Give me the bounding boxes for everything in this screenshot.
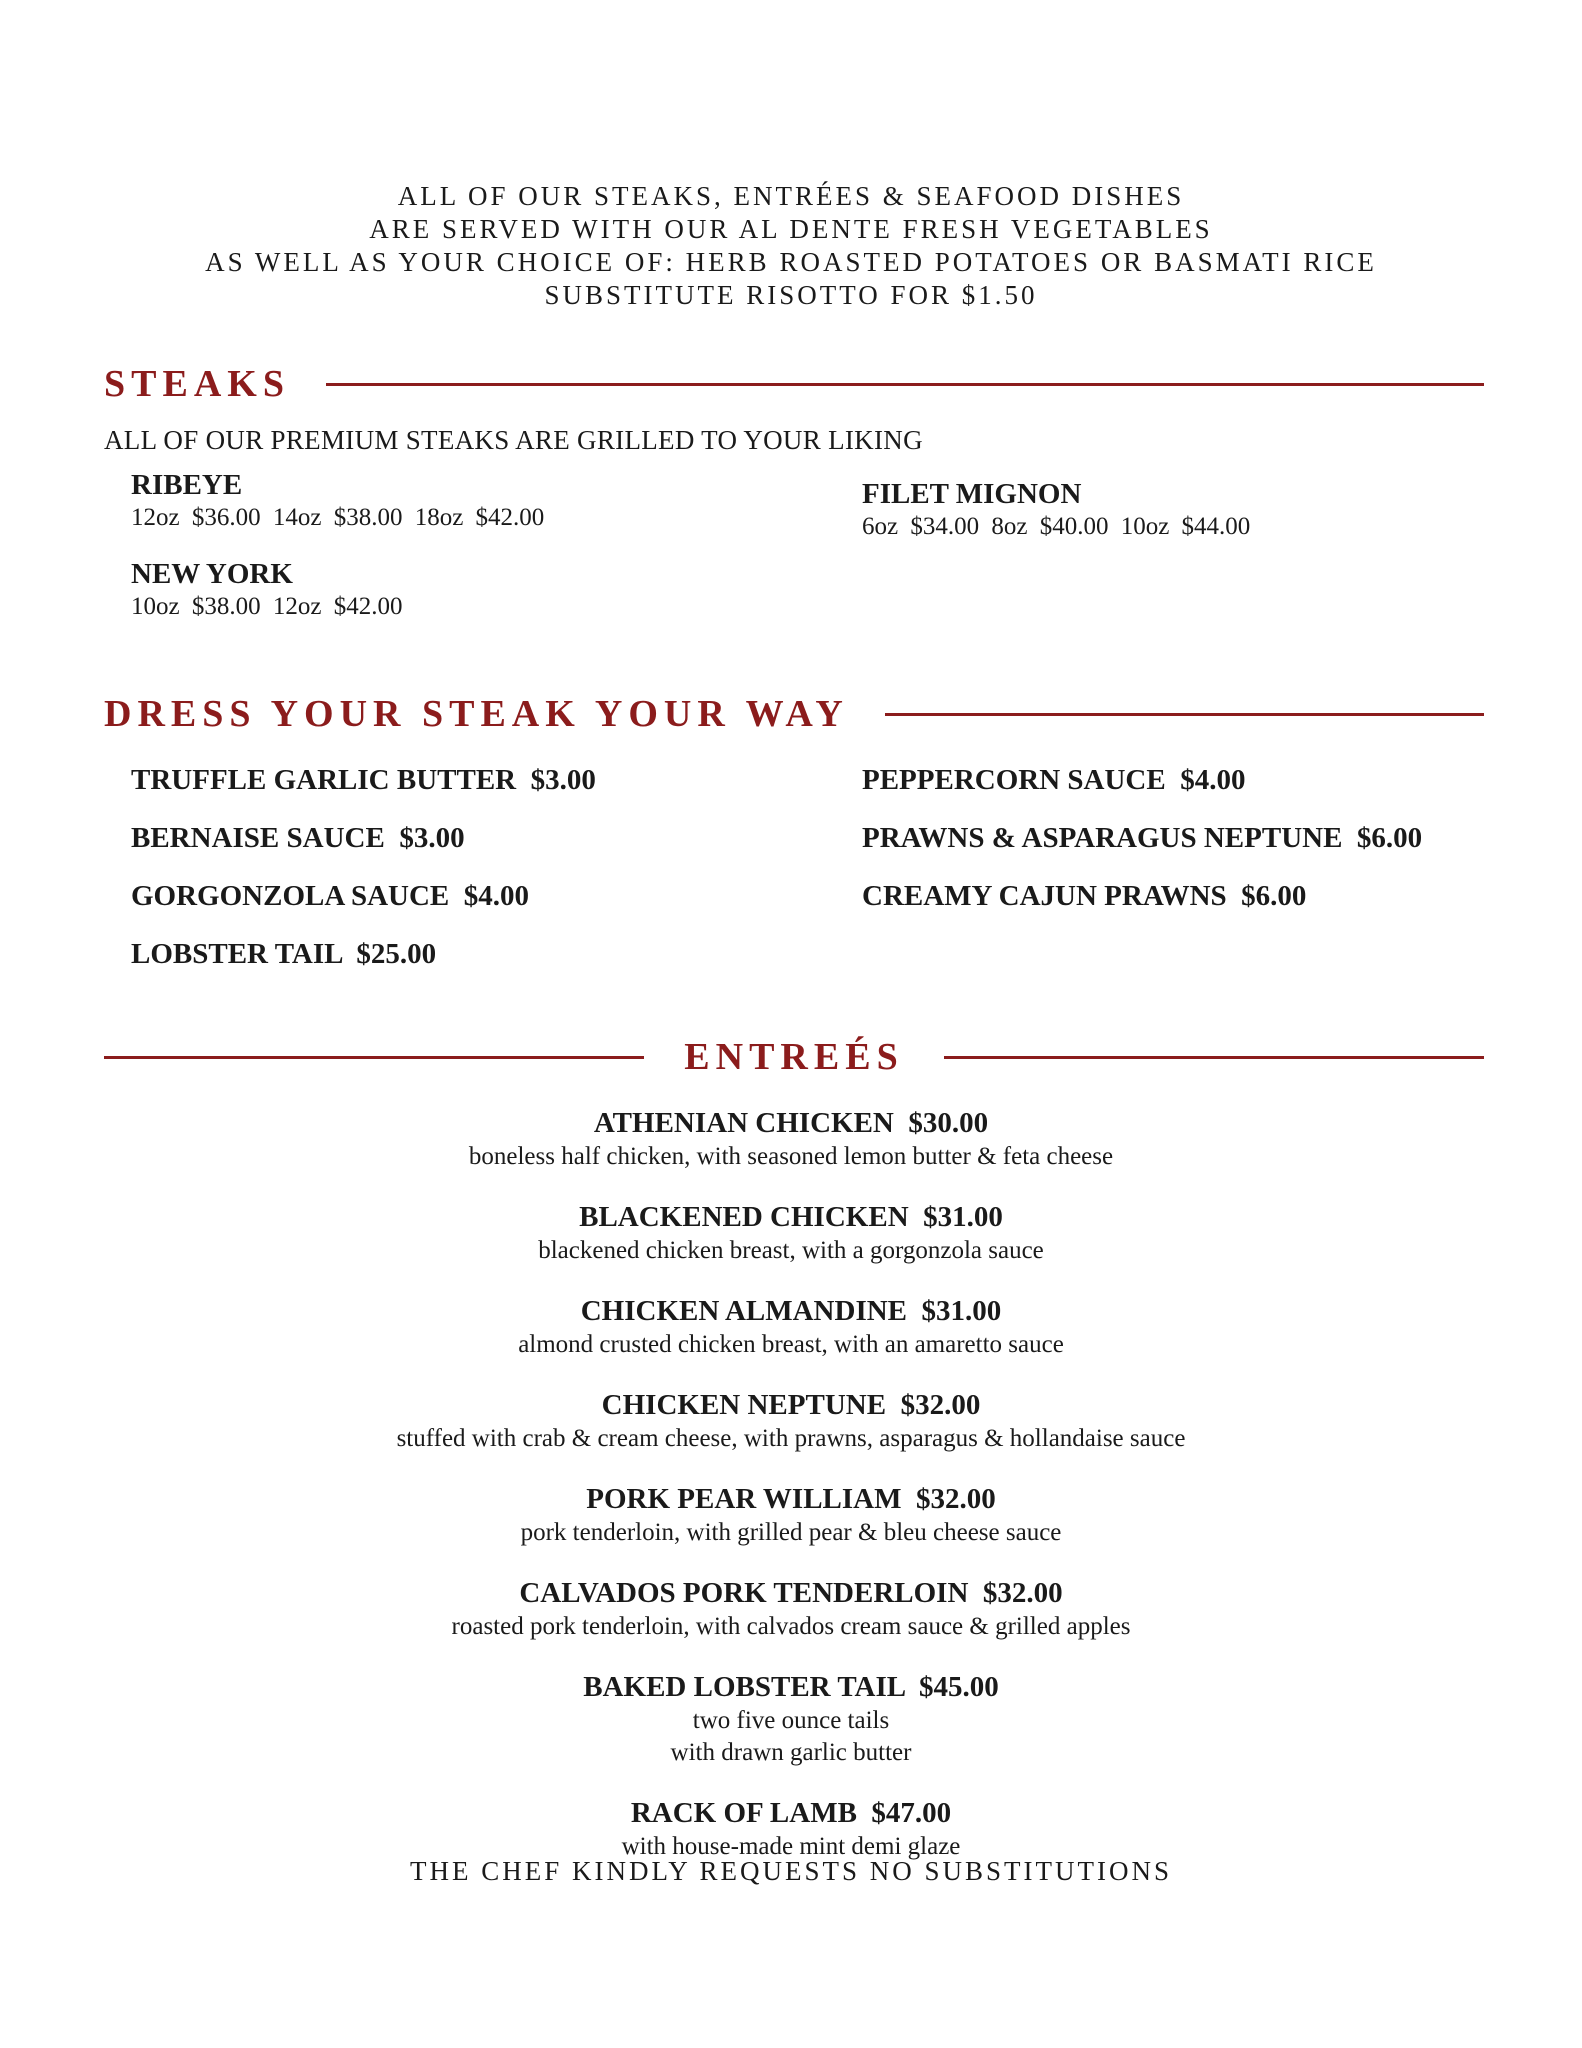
- entree-item: [0, 1669, 1582, 1769]
- section-divider: [885, 713, 1484, 716]
- steak-sizes: 6oz $34.00 8oz $40.00 10oz $44.00: [862, 513, 1251, 540]
- addon-item: LOBSTER TAIL $25.00: [131, 938, 437, 970]
- entree-desc: with house-made mint demi glaze: [621, 1833, 961, 1860]
- entree-item: [0, 1387, 1582, 1455]
- entrees-list: [0, 1105, 1582, 1889]
- entree-desc: boneless half chicken, with seasoned lemon butter & feta cheese: [468, 1143, 1114, 1170]
- entree-item: [0, 1293, 1582, 1361]
- dress-header: [104, 695, 1484, 733]
- entree-desc: pork tenderloin, with grilled pear & bleu cheese sauce: [520, 1519, 1062, 1546]
- addon-item: GORGONZOLA SAUCE $4.00: [131, 880, 529, 912]
- intro-line: SUBSTITUTE RISOTTO FOR $1.50: [544, 280, 1038, 310]
- entree-desc: stuffed with crab & cream cheese, with prawns, asparagus & hollandaise sauce: [396, 1425, 1186, 1452]
- steak-name: FILET MIGNON: [862, 478, 1082, 510]
- intro-line: ARE SERVED WITH OUR AL DENTE FRESH VEGETABLES: [369, 214, 1213, 244]
- entree-desc: almond crusted chicken breast, with an amaretto sauce: [518, 1331, 1064, 1358]
- addon-item: PRAWNS & ASPARAGUS NEPTUNE $6.00: [862, 822, 1423, 854]
- entree-desc: roasted pork tenderloin, with calvados cream sauce & grilled apples: [451, 1613, 1131, 1640]
- entree-name: ATHENIAN CHICKEN $30.00: [593, 1107, 989, 1139]
- entree-item: [0, 1481, 1582, 1549]
- steaks-note: ALL OF OUR PREMIUM STEAKS ARE GRILLED TO YOUR LIKING: [104, 425, 923, 455]
- entree-name: CALVADOS PORK TENDERLOIN $32.00: [519, 1577, 1063, 1609]
- section-divider: [104, 1056, 644, 1059]
- intro-line: ALL OF OUR STEAKS, ENTRÉES & SEAFOOD DISHES: [397, 181, 1185, 211]
- section-divider: [944, 1056, 1484, 1059]
- addon-item: BERNAISE SAUCE $3.00: [131, 822, 465, 854]
- steak-ribeye: [131, 468, 544, 534]
- addon-item: TRUFFLE GARLIC BUTTER $3.00: [131, 764, 596, 796]
- entrees-header: [104, 1038, 1484, 1076]
- entree-desc: with drawn garlic butter: [670, 1739, 912, 1766]
- steaks-title: STEAKS: [104, 363, 290, 405]
- entree-name: CHICKEN ALMANDINE $31.00: [580, 1295, 1002, 1327]
- entree-name: PORK PEAR WILLIAM $32.00: [586, 1483, 996, 1515]
- steaks-header: [104, 365, 1484, 403]
- entree-item: [0, 1795, 1582, 1863]
- steak-sizes: 12oz $36.00 14oz $38.00 18oz $42.00: [131, 504, 545, 531]
- steak-filet-mignon: [862, 477, 1250, 543]
- intro-line: AS WELL AS YOUR CHOICE OF: HERB ROASTED POTATOES OR BASMATI RICE: [205, 247, 1377, 277]
- entrees-title: ENTREÉS: [684, 1036, 904, 1078]
- steak-name: NEW YORK: [131, 558, 293, 590]
- intro-block: [0, 180, 1582, 312]
- entree-name: BLACKENED CHICKEN $31.00: [579, 1201, 1003, 1233]
- dress-title: DRESS YOUR STEAK YOUR WAY: [104, 693, 849, 735]
- section-divider: [326, 383, 1484, 386]
- addon-item: CREAMY CAJUN PRAWNS $6.00: [862, 880, 1307, 912]
- entree-item: [0, 1105, 1582, 1173]
- addon-item: PEPPERCORN SAUCE $4.00: [862, 764, 1246, 796]
- closing-note: THE CHEF KINDLY REQUESTS NO SUBSTITUTIONS: [409, 1856, 1173, 1886]
- entree-desc: two five ounce tails: [692, 1707, 890, 1734]
- entree-name: CHICKEN NEPTUNE $32.00: [601, 1389, 981, 1421]
- entree-name: RACK OF LAMB $47.00: [630, 1797, 952, 1829]
- entree-desc: blackened chicken breast, with a gorgonzola sauce: [538, 1237, 1044, 1264]
- entree-item: [0, 1199, 1582, 1267]
- entree-name: BAKED LOBSTER TAIL $45.00: [583, 1671, 999, 1703]
- steak-sizes: 10oz $38.00 12oz $42.00: [131, 593, 403, 620]
- steak-name: RIBEYE: [131, 469, 243, 501]
- steak-new-york: [131, 557, 402, 623]
- entree-item: [0, 1575, 1582, 1643]
